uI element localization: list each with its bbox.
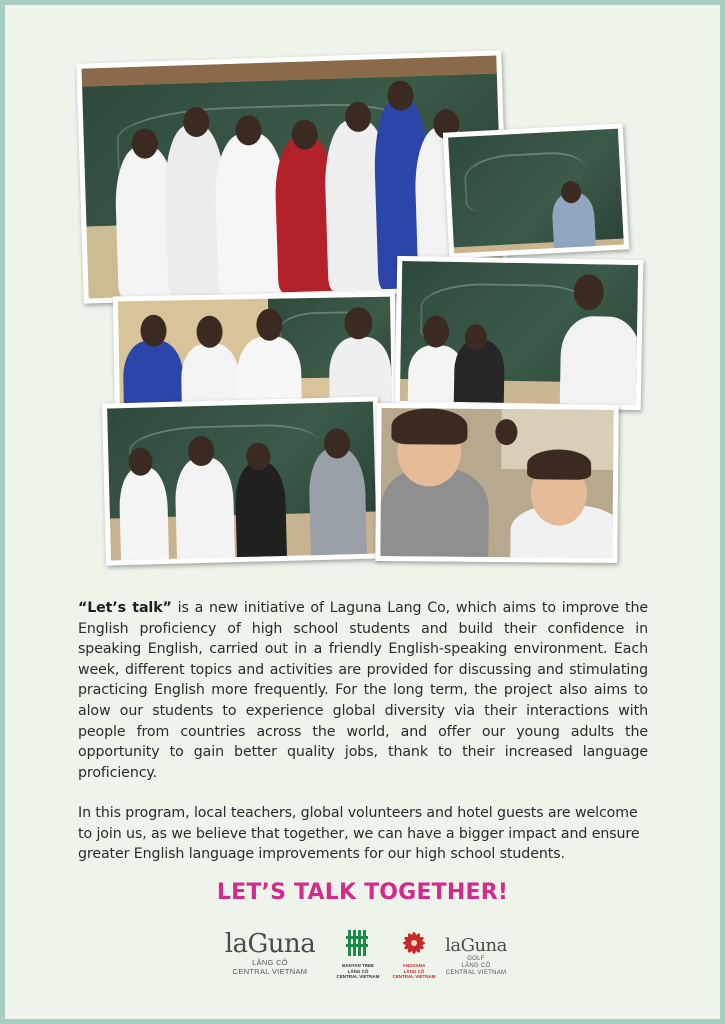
closeup-students-photo	[375, 403, 618, 563]
angsana-region: CENTRAL VIETNAM	[392, 974, 436, 979]
lets-talk-lead: “Let’s talk”	[78, 600, 172, 616]
banyan-tree-icon	[345, 928, 371, 958]
angsana-name: ANGSANA	[402, 963, 426, 968]
banyan-tree-location: LĂNG CÔ	[347, 968, 369, 974]
banyan-tree-logo	[333, 928, 383, 980]
angsana-logo	[391, 928, 437, 980]
partner-logos	[215, 928, 515, 988]
laguna-logo-word: laGuna	[224, 929, 316, 959]
teacher-map-photo	[443, 123, 629, 258]
laguna-logo	[215, 930, 325, 976]
laguna-logo-region: CENTRAL VIETNAM	[232, 967, 308, 976]
laguna-golf-logo	[437, 936, 515, 977]
angsana-location: LĂNG CÔ	[403, 968, 425, 974]
intro-paragraph	[78, 598, 648, 783]
boys-map-photo	[395, 256, 644, 410]
laguna-golf-location: LĂNG CÔ	[461, 963, 491, 969]
laguna-golf-sub: GOLF	[467, 956, 485, 962]
laguna-golf-word: laGuna	[445, 935, 507, 956]
angsana-flower-icon	[399, 928, 429, 958]
laguna-logo-location: LĂNG CÔ	[252, 958, 288, 967]
intro-paragraph-text: is a new initiative of Laguna Lang Co, which aims to improve the English proficiency of high school students and build their confidence in speaking English, carried out in a friendly English-speaking environment. Each week, different topics and activities are provided for discussing and stimulating practicing English more frequently. For the long term, the project also aims to alow our students to experience global diversity via their interactions with people from countries across the world, and offer our young adults the opportunity to gain better quality jobs, thank to their increased language proficiency.	[78, 600, 648, 781]
banyan-tree-region: CENTRAL VIETNAM	[336, 974, 380, 979]
program-paragraph: In this program, local teachers, global volunteers and hotel guests are welcome to join us, as we believe that together, we can have a bigger impact and ensure greater English language improvements for our high school students.	[78, 805, 640, 863]
headline: LET’S TALK TOGETHER!	[216, 880, 509, 905]
banyan-tree-name: BANYAN TREE	[341, 963, 375, 968]
laguna-golf-region: CENTRAL VIETNAM	[445, 970, 507, 976]
classroom-activity-photo	[102, 396, 382, 565]
